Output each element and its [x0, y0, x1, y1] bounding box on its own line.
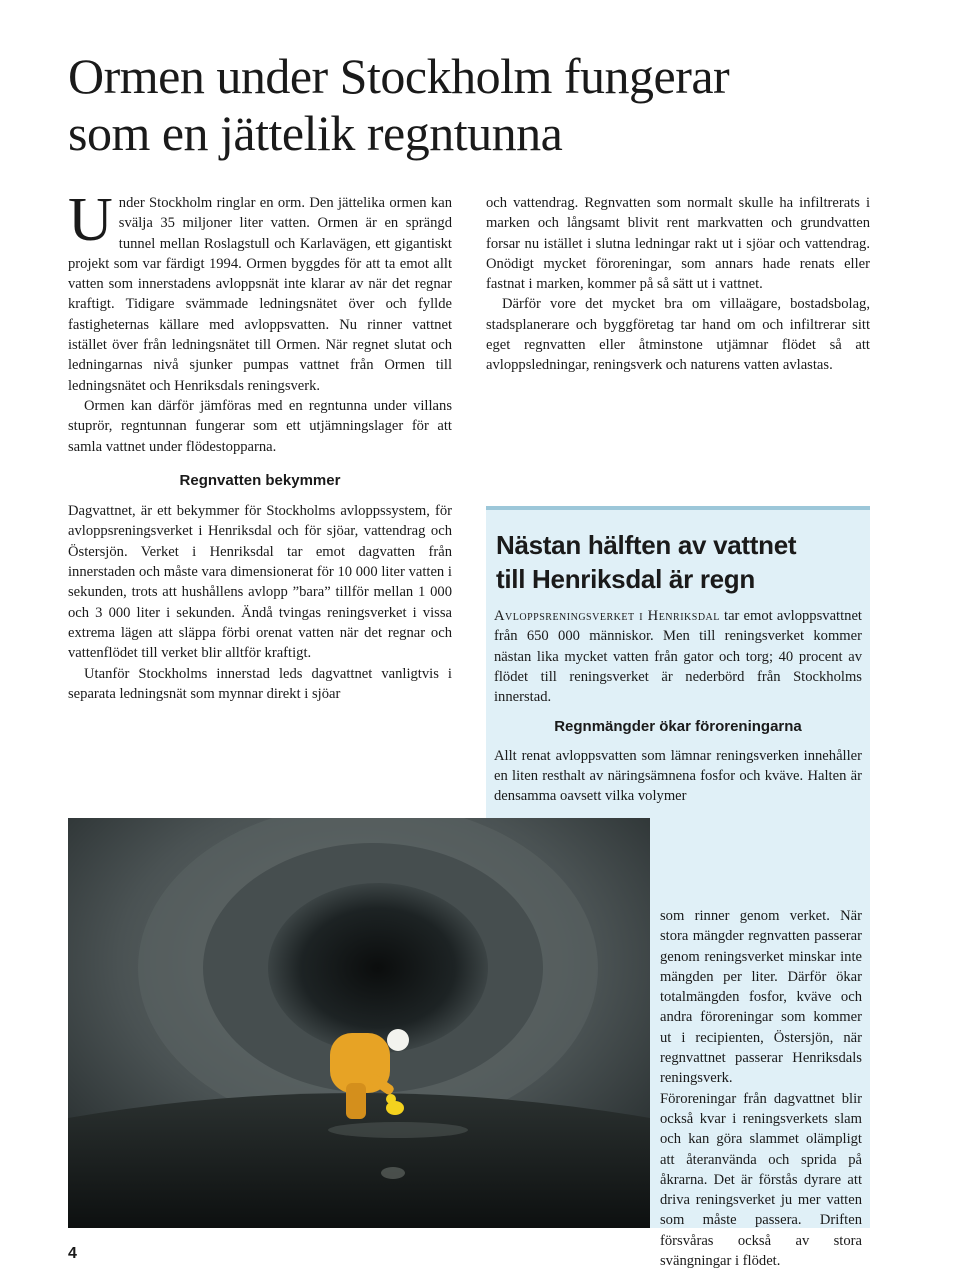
box-nutrients-paragraph: Allt renat avloppsvatten som lämnar reningsverken innehåller en liten resthalt av näringsämnena fosfor och kväve. Halten är densamma oavsett vilka volymer: [494, 747, 862, 805]
column-left: [68, 186, 452, 704]
continued-paragraph: och vattendrag. Regnvatten som normalt skulle ha infiltrerats i marken och långsamt blivit rent markvatten och grundvatten forsar nu istället i slutna ledningar rakt ut i sjöar och vattendrag. Onödigt mycket föroreningar, som annars hade renats eller fastnat i marken, kommer på så sätt ut i vattnet.: [486, 195, 870, 293]
intro-text: nder Stockholm ringlar en orm. Den jättelika ormen kan svälja 35 miljoner liter vatten. Ormen är en sprängd tunnel mellan Roslagstull och Karlavägen, ett gigantiskt projekt som var färdigt 1994. Ormen byggdes för att ta emot allt vatten som innerstadens avloppsnät inte klarar av när det regnar kraftigt. Tidigare svämmade ledningsnätet över och fyllde fastigheternas källare med avloppsvatten. Nu rinner vattnet istället över från ledningsnätet till Ormen. När regnet slutat och ledningarnas nivå sjunker pumpas vattnet från Ormen till ledningsnätet och Henriksdals reningsverk.: [68, 195, 452, 394]
box-heading-line-1: Nästan hälften av vattnet: [496, 530, 797, 560]
homeowners-paragraph: Därför vore det mycket bra om villaägare, bostadsbolag, stadsplanerare och byggföretag tar hand om och infiltrerar sitt eget regnvatten eller åtminstone utjämnar flödet så att avloppsledningar, reningsverk och naturens vatten avlastas.: [486, 296, 870, 374]
page-number: 4: [68, 1245, 77, 1262]
box-lead-smallcaps: Avloppsreningsverket i Henriksdal: [494, 608, 720, 624]
tunnel-illustration: [68, 818, 650, 1228]
title-line-2: som en jättelik regntunna: [68, 105, 563, 161]
rain-barrel-paragraph: Ormen kan därför jämföras med en regntunna under villans stuprör, regntunnan fungerar som ett utjämningslager för att samla vattnet under flödestopparna.: [68, 397, 452, 455]
box-sludge-paragraph: Föroreningar från dagvattnet blir också kvar i reningsverkets slam och kan göra slammet olämpligt att återanvända och sprida på åkrarna. Det är förstås dyrare att driva reningsverket ju mer vatten som måste passera. Driften försvåras också av stora svängningar i flödet.: [660, 1090, 862, 1270]
tunnel-photo: [68, 818, 650, 1228]
stormwater-paragraph: Dagvattnet, är ett bekymmer för Stockholms avloppssystem, för avloppsreningsverket i Henriksdal och för sjöar, vattendrag och Östersjön. Verket i Henriksdal tar emot dagvatten från innerstaden och måste vara dimensionerat för 10 000 liter vatten i sekunden, trots att hushållens avlopp ”bara” tillför mellan 1 000 och 3 000 liter i sekunden. Ändå tvingas reningsverket i vissa extrema lägen att släppa förbi orenat vatten när det regnar och vattenflödet till verket blir alltför kraftigt.: [68, 503, 452, 662]
drop-cap: U: [68, 186, 113, 254]
box-wrap-column: [660, 906, 862, 1271]
intro-paragraph: [68, 186, 452, 396]
box-heading: [496, 528, 856, 596]
title-line-1: Ormen under Stockholm fungerar: [68, 48, 730, 104]
column-right: [486, 193, 870, 376]
box-subheading: Regnmängder ökar föroreningarna: [554, 718, 802, 736]
box-volumes-paragraph: som rinner genom verket. När stora mängder regnvatten passerar genom reningsverket minskar inte mängden per liter. Därför ökar totalmängden fosfor, kväve och andra föroreningar som kommer ut i recipienten, Östersjön, när regnvattnet passerar Henriksdals reningsverk.: [660, 908, 862, 1087]
box-lead-paragraph: [494, 606, 862, 707]
outside-city-paragraph: Utanför Stockholms innerstad leds dagvattnet vanligtvis i separata ledningsnät som mynnar direkt i sjöar: [68, 665, 452, 702]
box-lead-text: tar emot avloppsvattnet från 650 000 människor. Men till reningsverket kommer nästan lika mycket vatten från gator och torg; 40 procent av flödet till reningsverket är nederbörd från Stockholms innerstad.: [494, 608, 862, 706]
box-heading-line-2: till Henriksdal är regn: [496, 564, 755, 594]
box-text: [494, 606, 862, 1270]
subheading-regnvatten: Regnvatten bekymmer: [179, 471, 341, 489]
article-title: [68, 48, 898, 162]
